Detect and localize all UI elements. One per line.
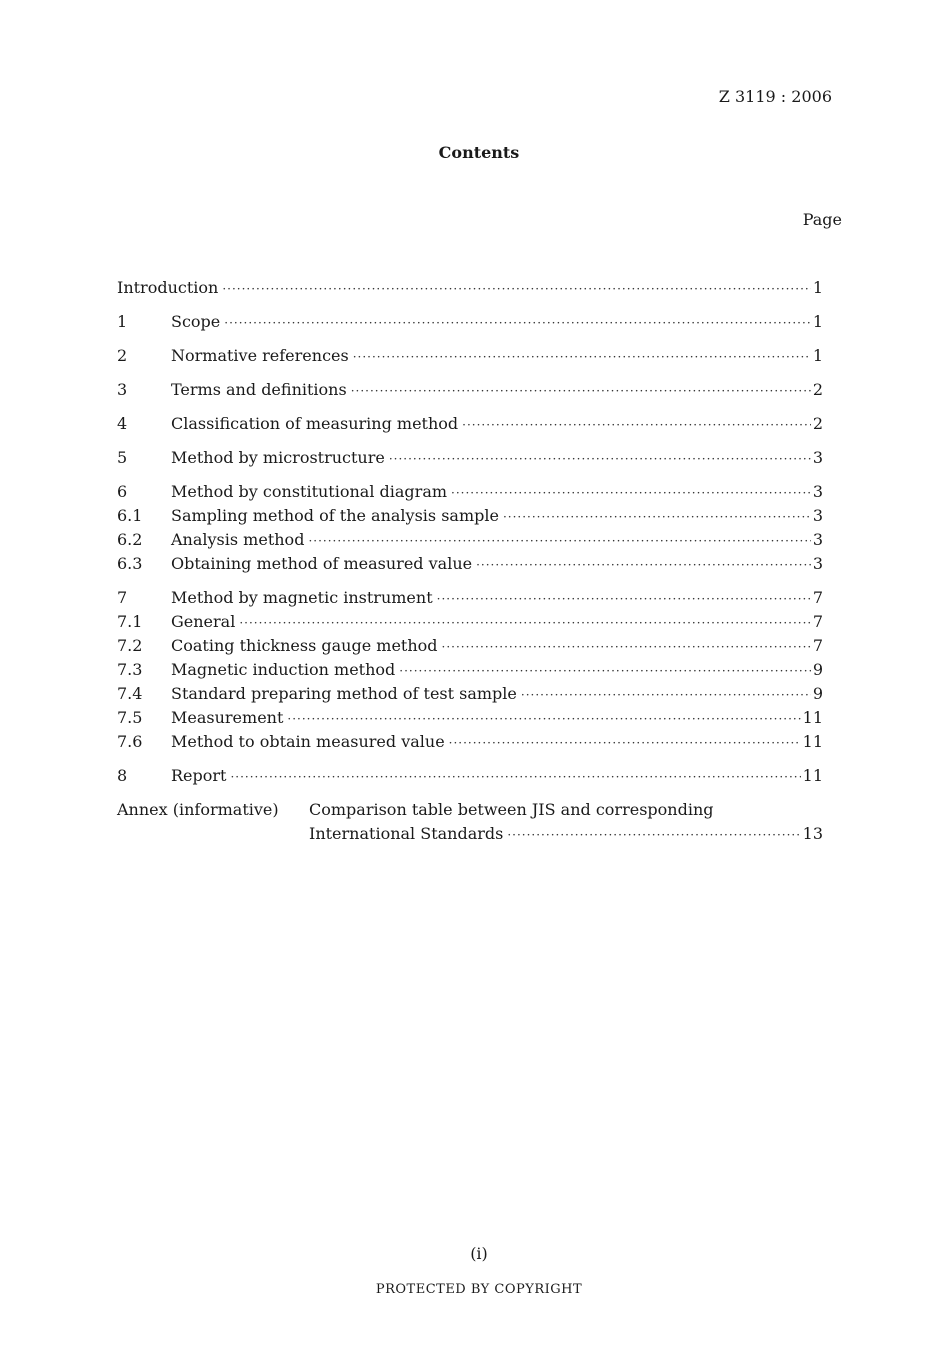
dot-leader [389, 447, 811, 471]
dot-leader [230, 765, 800, 789]
dot-leader [462, 413, 811, 437]
dot-leader [399, 659, 811, 683]
toc-entry-label: Sampling method of the analysis sample [171, 506, 499, 525]
toc-entry-page: 7 [812, 636, 823, 655]
toc-entry-page: 1 [812, 346, 823, 365]
dot-leader [222, 277, 810, 301]
dot-leader [449, 731, 801, 755]
toc-entry-number: 6.1 [117, 506, 143, 525]
toc-entry-page: 9 [812, 684, 823, 703]
toc-entry-number: 7.1 [117, 612, 143, 631]
toc-entry-page: 1 [812, 278, 823, 297]
toc-entry-page: 3 [812, 554, 823, 573]
toc-entry-7[interactable] [117, 586, 823, 610]
dot-leader [287, 707, 800, 731]
toc-entry-label: Normative references [171, 346, 349, 365]
toc-entry-page: 9 [812, 660, 823, 679]
toc-entry-number: 8 [117, 766, 128, 785]
toc-entry-1[interactable] [117, 310, 823, 334]
toc-entry-7-4[interactable] [117, 682, 823, 706]
toc-entry-label: Method to obtain measured value [171, 732, 445, 751]
toc-entry-number: 7.2 [117, 636, 143, 655]
footer-page-number: (i) [470, 1244, 488, 1263]
toc-entry-7-1[interactable] [117, 610, 823, 634]
toc-entry-number: 1 [117, 312, 128, 331]
page-title: Contents [438, 143, 520, 162]
toc-entry-6-1[interactable] [117, 504, 823, 528]
toc-entry-label-line-1: Comparison table between JIS and corresponding [309, 800, 714, 819]
toc-entry-label: General [171, 612, 236, 631]
toc-entry-label: Classification of measuring method [171, 414, 459, 433]
toc-entry-page: 11 [802, 766, 823, 785]
toc-entry-page: 2 [812, 414, 823, 433]
toc-entry-page: 3 [812, 448, 823, 467]
toc-entry-6-3[interactable] [117, 552, 823, 576]
dot-leader [308, 529, 810, 553]
toc-entry-5[interactable] [117, 446, 823, 470]
toc-entry-7-2[interactable] [117, 634, 823, 658]
toc-entry-label: Report [171, 766, 227, 785]
dot-leader [239, 611, 810, 635]
dot-leader [503, 505, 811, 529]
toc-entry-label: Method by magnetic instrument [171, 588, 433, 607]
toc-entry-label: Scope [171, 312, 221, 331]
dot-leader [451, 481, 811, 505]
dot-leader [442, 635, 811, 659]
toc-entry-label: Introduction [117, 278, 219, 297]
toc-entry-number: 2 [117, 346, 128, 365]
toc-entry-8[interactable] [117, 764, 823, 788]
toc-entry-introduction[interactable] [117, 276, 823, 300]
toc-entry-number: 6 [117, 482, 128, 501]
toc-entry-number: 7.4 [117, 684, 143, 703]
toc-entry-number: 6.2 [117, 530, 143, 549]
toc-entry-3[interactable] [117, 378, 823, 402]
toc-entry-number: 4 [117, 414, 128, 433]
toc-entry-number: 7.3 [117, 660, 143, 679]
toc-entry-label: Obtaining method of measured value [171, 554, 473, 573]
toc-entry-label-line-2: International Standards [309, 824, 504, 843]
toc-entry-4[interactable] [117, 412, 823, 436]
toc-entry-page: 7 [812, 612, 823, 631]
toc-entry-label: Analysis method [171, 530, 305, 549]
table-of-contents [117, 276, 823, 846]
toc-annex-line-1 [117, 798, 823, 822]
dot-leader [437, 587, 811, 611]
toc-entry-number: 6.3 [117, 554, 143, 573]
toc-entry-number: 7 [117, 588, 128, 607]
toc-entry-label: Terms and definitions [171, 380, 347, 399]
toc-entry-page: 3 [812, 530, 823, 549]
toc-entry-number: 7.6 [117, 732, 143, 751]
toc-entry-number: Annex (informative) [117, 800, 279, 819]
toc-entry-number: 3 [117, 380, 128, 399]
toc-entry-7-3[interactable] [117, 658, 823, 682]
page-column-heading: Page [802, 210, 842, 229]
toc-entry-page: 2 [812, 380, 823, 399]
toc-entry-page: 3 [812, 506, 823, 525]
toc-entry-page: 1 [812, 312, 823, 331]
toc-entry-number: 7.5 [117, 708, 143, 727]
toc-entry-page: 11 [802, 708, 823, 727]
toc-entry-6[interactable] [117, 480, 823, 504]
toc-entry-label: Method by constitutional diagram [171, 482, 448, 501]
dot-leader [351, 379, 811, 403]
dot-leader [507, 823, 800, 847]
dot-leader [224, 311, 811, 335]
toc-entry-page: 7 [812, 588, 823, 607]
copyright-notice: PROTECTED BY COPYRIGHT [375, 1282, 583, 1297]
toc-entry-annex[interactable] [117, 798, 823, 846]
toc-entry-label: Magnetic induction method [171, 660, 396, 679]
dot-leader [521, 683, 811, 707]
toc-entry-7-5[interactable] [117, 706, 823, 730]
toc-entry-label: Coating thickness gauge method [171, 636, 438, 655]
toc-entry-label: Method by microstructure [171, 448, 385, 467]
toc-entry-6-2[interactable] [117, 528, 823, 552]
toc-entry-number: 5 [117, 448, 128, 467]
toc-entry-page: 11 [802, 732, 823, 751]
toc-entry-label: Measurement [171, 708, 284, 727]
toc-entry-page: 3 [812, 482, 823, 501]
toc-entry-2[interactable] [117, 344, 823, 368]
standard-number: Z 3119 : 2006 [718, 87, 832, 106]
toc-entry-page: 13 [802, 824, 823, 843]
toc-annex-line-2 [117, 822, 823, 846]
dot-leader [353, 345, 811, 369]
toc-entry-label: Standard preparing method of test sample [171, 684, 517, 703]
toc-entry-7-6[interactable] [117, 730, 823, 754]
dot-leader [476, 553, 811, 577]
